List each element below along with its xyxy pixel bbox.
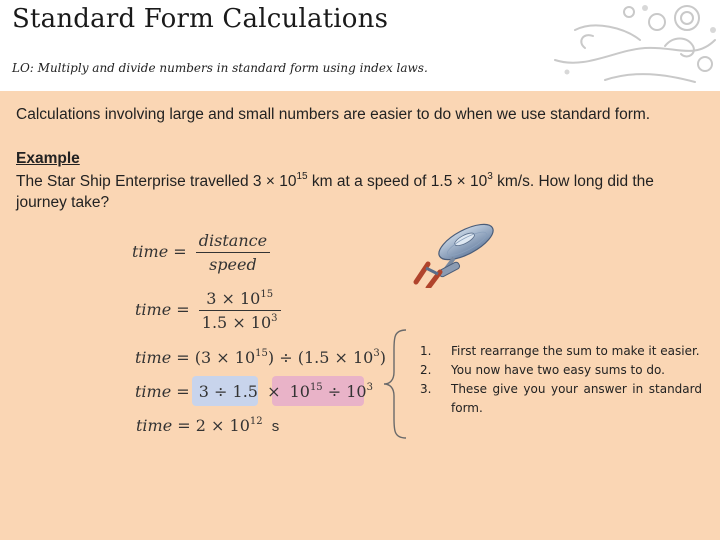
exponent-a: 15 — [255, 348, 268, 359]
starship-enterprise-icon — [406, 222, 502, 288]
list-item: 2. You now have two easy sums to do. — [420, 363, 665, 377]
expression-b: ) ÷ (1.5 × 10 — [267, 348, 374, 367]
fraction-denominator: $1.5 \times 10^3$ — [201, 313, 278, 332]
content-panel — [0, 91, 720, 540]
time-variable: time — [132, 242, 169, 261]
problem-part-1: The Star Ship Enterprise travelled 3 × 10 — [16, 173, 297, 190]
problem-part-2: km at a speed of 1.5 × 10 — [307, 173, 488, 190]
problem-part-3: km/s. How long did the journey take? — [16, 173, 654, 211]
answer-value: $2 \times 10^{12}$ — [195, 416, 263, 435]
coefficient-division: 3 ÷ 1.5 — [198, 382, 258, 401]
equation-line-3 — [135, 348, 386, 367]
equals-sign: = — [173, 242, 187, 261]
problem-exponent-1: 15 — [296, 171, 308, 182]
exponent-b: 3 — [373, 348, 380, 359]
equation-line-2 — [135, 289, 281, 332]
fraction-numerator: $3 \times 10^{15}$ — [199, 289, 281, 311]
list-item: 3. These give you your answer in standard form. — [420, 382, 702, 415]
time-variable: time — [135, 300, 172, 319]
time-variable: time — [135, 382, 172, 401]
fraction-denominator: speed — [209, 255, 257, 274]
equals-sign: = — [176, 348, 190, 367]
time-variable: time — [135, 348, 172, 367]
equals-sign: = — [177, 416, 191, 435]
expression-c: ) — [379, 348, 386, 367]
equals-sign: = — [176, 382, 190, 401]
equation-line-4 — [135, 382, 373, 401]
example-heading: Example — [16, 150, 80, 167]
example-problem — [16, 171, 706, 213]
intro-text: Calculations involving large and small numbers are easier to do when we use standard form. — [16, 106, 651, 123]
times-sign: × — [267, 382, 281, 401]
fraction-numerator: distance — [196, 231, 270, 253]
problem-exponent-2: 3 — [487, 171, 493, 182]
learning-objective: LO: Multiply and divide numbers in standard form using index laws. — [12, 61, 428, 75]
page-title: Standard Form Calculations — [12, 4, 389, 34]
time-variable: time — [136, 416, 173, 435]
list-item: 1. First rearrange the sum to make it easier. — [420, 344, 700, 358]
expression-a: (3 × 10 — [194, 348, 256, 367]
swirl-ornament-icon — [545, 0, 720, 88]
curly-brace-icon — [380, 328, 410, 440]
standard-form-fraction — [199, 289, 281, 332]
answer-unit: s — [271, 418, 280, 435]
equation-line-1 — [132, 231, 270, 274]
distance-over-speed-fraction — [196, 231, 270, 274]
steps-list — [420, 342, 702, 418]
equation-line-5 — [136, 416, 279, 435]
powers-division: $10^{15} \div 10^3$ — [289, 382, 373, 401]
equals-sign: = — [176, 300, 190, 319]
